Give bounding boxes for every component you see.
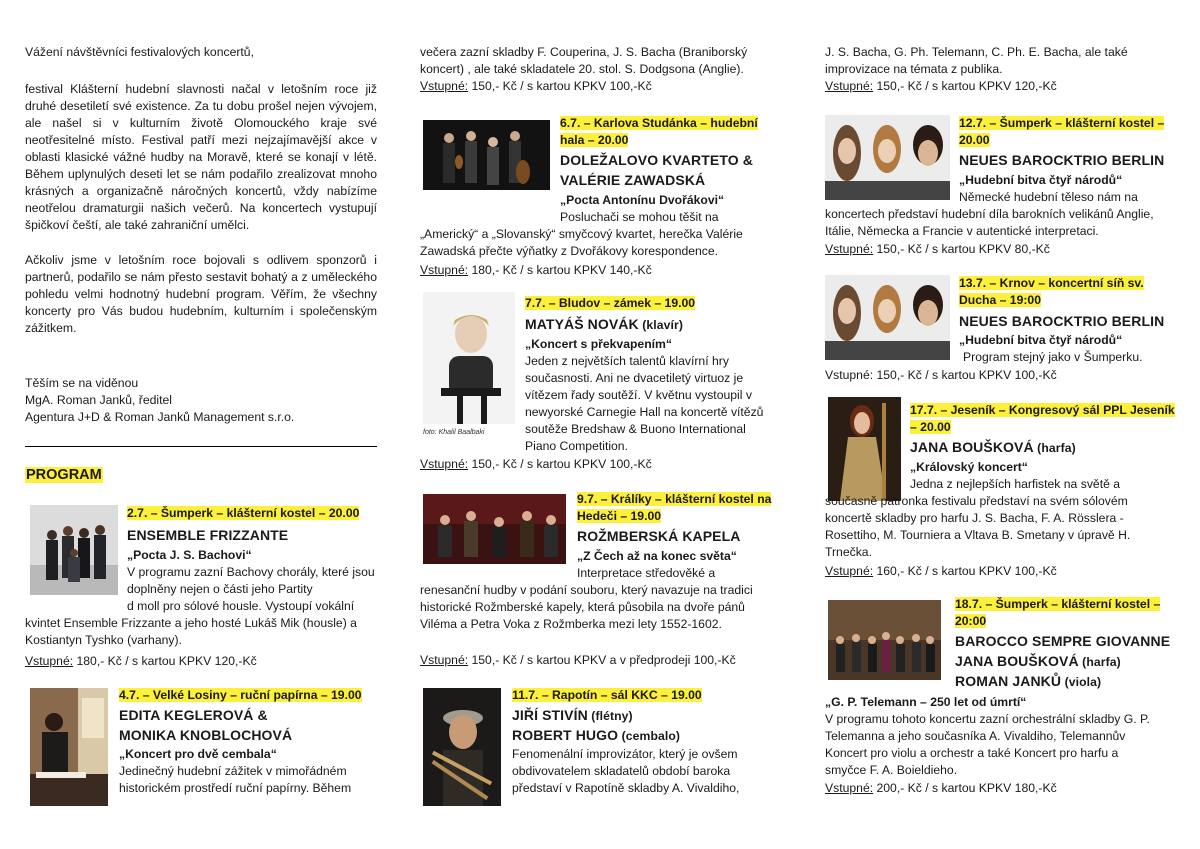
ensemble-frizzante-photo	[30, 505, 118, 595]
orchestra-photo-graphic	[828, 600, 941, 680]
column-right	[825, 0, 1190, 849]
pianist-photo-graphic	[423, 292, 515, 424]
concert-7-desc: Německé hudební těleso nám na koncertech představí hudební díla barokních velikánů Anglie, Itálie, Německa a Francie v autentické interpretaci.	[825, 190, 1154, 238]
column-left	[25, 0, 390, 849]
concert-3-desc: Posluchači se mohou těšit na „Americký“ a „Slovanský“ smyčcový kvartet, herečka Valérie Zawadská přečte výňatky z Dvořákovy korespondence.	[420, 210, 743, 258]
quartet-photo-graphic	[423, 120, 550, 190]
concert-9-date: 17.7. – Jeseník – Kongresový sál PPL Jeseník – 20.00	[910, 403, 1175, 434]
concert-4-performer: MATYÁŠ NOVÁK (klavír)	[525, 316, 683, 332]
concert-7-title: „Hudební bitva čtyř národů“	[959, 173, 1123, 187]
concert-5-title: „Z Čech až na konec světa“	[577, 549, 737, 563]
concert-8-performer: NEUES BAROCKTRIO BERLIN	[959, 313, 1165, 329]
concert-7-date: 12.7. – Šumperk – klášterní kostel – 20.00	[959, 116, 1165, 147]
concert-6-desc: Fenomenální improvizátor, který je ovšem obdivovatelem skladatelů období baroka představí v Rapotíně skladby A. Vivaldiho,	[512, 747, 740, 795]
barocco-sempre-giovanne-photo	[828, 600, 941, 680]
cembalo-photo-graphic	[30, 688, 108, 806]
concert-5-performer: ROŽMBERSKÁ KAPELA	[577, 528, 741, 544]
concert-2-desc-cont: večera zazní skladby F. Couperina, J. S. Bacha (Braniborský koncert) , ale také skladatele 20. stol. S. Dodgsona (Anglie).	[420, 45, 748, 76]
signature-line-3: Agentura J+D & Roman Janků Management s.r.o.	[25, 410, 295, 424]
concert-1-performer: ENSEMBLE FRIZZANTE	[127, 527, 289, 543]
trio-photo-graphic	[825, 115, 950, 200]
concert-2-desc: Jedinečný hudební zážitek v mimořádném historickém prostředí ruční papírny. Během	[119, 764, 352, 795]
keglerova-knoblochova-photo	[30, 688, 108, 806]
concert-2-performer-2: MONIKA KNOBLOCHOVÁ	[119, 727, 293, 743]
neues-barocktrio-photo-2	[825, 275, 950, 360]
concert-3-title: „Pocta Antonínu Dvořákovi“	[560, 193, 725, 207]
concert-9-price: Vstupné: 160,- Kč / s kartou KPKV 100,-Kč	[825, 564, 1057, 578]
early-music-photo-graphic	[423, 494, 566, 564]
concert-4-title: „Koncert s překvapením“	[525, 337, 672, 351]
matyas-novak-photo	[423, 292, 515, 424]
concert-7-price: Vstupné: 150,- Kč / s kartou KPKV 80,-Kč	[825, 242, 1050, 256]
concert-10-price: Vstupné: 200,- Kč / s kartou KPKV 180,-Kč	[825, 781, 1057, 795]
rozmberska-kapela-photo	[423, 494, 566, 564]
jiri-stivin-photo	[423, 688, 501, 806]
concert-2-price: Vstupné: 150,- Kč / s kartou KPKV 100,-Kč	[420, 79, 652, 93]
concert-2-performer: EDITA KEGLEROVÁ &	[119, 707, 268, 723]
photo-credit: foto: Khalil Baalbaki	[423, 429, 485, 436]
concert-5-desc: Interpretace středověké a renesanční hudby v podání souboru, který navazuje na tradici historické Rožmberské kapely, která působila na dvoře pánů Viléma a Petra Voka z Rožmberka mezi lety 1552-1602.	[420, 566, 753, 631]
concert-1-desc-a: V programu zazní Bachovy chorály, které jsou doplněny nejen o části jeho Partity	[127, 565, 375, 596]
concert-3-performer-2: VALÉRIE ZAWADSKÁ	[560, 172, 706, 188]
concert-5-price: Vstupné: 150,- Kč / s kartou KPKV a v předprodeji 100,-Kč	[420, 653, 736, 667]
concert-9-desc: Jedna z nejlepších harfistek na světě a současně patronka festivalu představí na svém sólovém koncertě skladby pro harfu J. S. Bacha, F. A. Rösslera - Rosettiho, M. Tourniera a Vltava B. Smetany v úpravě H. Trnečka.	[825, 477, 1131, 559]
concert-3-performer: DOLEŽALOVO KVARTETO &	[560, 152, 753, 168]
concert-9-performer: JANA BOUŠKOVÁ (harfa)	[910, 439, 1076, 455]
signature-line-2: MgA. Roman Janků, ředitel	[25, 393, 172, 407]
intro-paragraph: festival Klášterní hudební slavnosti načal v letošním roce již druhé desetiletí své existence. Za tu dobu prošel nejen vývojem, ale našel si v kulturním životě Olomouckého kraje své neotřesitelné místo. Festival patří mezi nejzajímavější akce v oblasti klasické vážné hudby na Moravě, které se konají v létě. Během uplynulých deseti let se nám podařilo zrealizovat mnoho krásných a organizačně náročných koncertů, vždy nabízíme neotřelou dramaturgii našich večerů. Na koncertech vystupují špičkoví čeští, ale také zahraniční umělci.	[25, 82, 377, 232]
column-middle	[420, 0, 785, 849]
concert-1-price: Vstupné: 180,- Kč / s kartou KPKV 120,-Kč	[25, 654, 257, 668]
concert-2-title: „Koncert pro dvě cembala“	[119, 747, 277, 761]
concert-10-performer-2: JANA BOUŠKOVÁ (harfa)	[955, 653, 1121, 669]
concert-10-date: 18.7. – Šumperk – klášterní kostel – 20:00	[955, 597, 1161, 628]
concert-10-title: „G. P. Telemann – 250 let od úmrtí“	[825, 695, 1027, 709]
trio-photo-graphic-2	[825, 275, 950, 360]
concert-10-performer: BAROCCO SEMPRE GIOVANNE	[955, 633, 1171, 649]
ensemble-photo-graphic	[30, 505, 118, 595]
concert-10-desc: V programu tohoto koncertu zazní orchestrální skladby G. P. Telemanna a jeho současníka A. Vivaldiho, Telemannův Koncert pro violu a orchestr a také Koncert pro harfu a smyčce F. A. Boieldieho.	[825, 712, 1150, 777]
concert-1-title: „Pocta J. S. Bachovi“	[127, 548, 252, 562]
concert-4-date: 7.7. – Bludov – zámek – 19.00	[525, 296, 696, 310]
concert-8-desc: Program stejný jako v Šumperku.	[963, 350, 1143, 364]
concert-7-performer: NEUES BAROCKTRIO BERLIN	[959, 152, 1165, 168]
concert-3-price: Vstupné: 180,- Kč / s kartou KPKV 140,-Kč	[420, 263, 652, 277]
flutist-photo-graphic	[423, 688, 501, 806]
concert-4-desc: Jeden z největších talentů klavírní hry současnosti. Ani ne dvacetiletý virtuoz je vítězem řady soutěží. V květnu vystoupil v newyorské Carnegie Hall na koncertě vítězů soutěže Bredshaw & Buono International Piano Competition.	[525, 354, 764, 453]
concert-9-title: „Královský koncert“	[910, 460, 1028, 474]
neues-barocktrio-photo	[825, 115, 950, 200]
concert-6-performer: JIŘÍ STIVÍN (flétny)	[512, 707, 633, 723]
signature-line-1: Těším se na viděnou	[25, 376, 139, 390]
intro-paragraph-2: Ačkoliv jsme v letošním roce bojovali s odlivem sponzorů i partnerů, podařilo se nám přesto sestavit bohatý a z uměleckého pohledu velmi hodnotný hudební program. Věřím, že všechny koncerty pro Vás budou hudebním, kulturním i společenským zážitkem.	[25, 253, 377, 335]
concert-6-price: Vstupné: 150,- Kč / s kartou KPKV 120,-Kč	[825, 79, 1057, 93]
concert-8-price: Vstupné: 150,- Kč / s kartou KPKV 100,-Kč	[825, 368, 1057, 382]
concert-2-date: 4.7. – Velké Losiny – ruční papírna – 19.00	[119, 688, 362, 702]
concert-6-date: 11.7. – Rapotín – sál KKC – 19.00	[512, 688, 702, 702]
concert-8-title: „Hudební bitva čtyř národů“	[959, 333, 1123, 347]
concert-6-desc-cont: J. S. Bacha, G. Ph. Telemann, C. Ph. E. Bacha, ale také improvizace na témata z publika.	[825, 45, 1128, 76]
concert-8-date: 13.7. – Krnov – koncertní síň sv. Ducha – 19:00	[959, 276, 1144, 307]
program-heading: PROGRAM	[26, 467, 102, 483]
concert-4-price: Vstupné: 150,- Kč / s kartou KPKV 100,-Kč	[420, 457, 652, 471]
greeting: Vážení návštěvníci festivalových koncertů,	[25, 45, 254, 59]
concert-1-date: 2.7. – Šumperk – klášterní kostel – 20.00	[127, 506, 360, 520]
concert-10-performer-3: ROMAN JANKŮ (viola)	[955, 673, 1102, 689]
dolezalovo-kvarteto-photo	[423, 120, 550, 190]
concert-5-date: 9.7. – Králíky – klášterní kostel na Hedeči – 19.00	[577, 492, 772, 523]
concert-3-date: 6.7. – Karlova Studánka – hudební hala – 20.00	[560, 116, 758, 147]
concert-1-desc-b: d moll pro sólové housle. Vystoupí vokální kvintet Ensemble Frizzante a jeho hosté Lukáš Mik (housle) a Kostiantyn Tyshko (varhany).	[25, 599, 357, 647]
section-divider	[25, 446, 377, 447]
concert-6-performer-2: ROBERT HUGO (cembalo)	[512, 727, 681, 743]
